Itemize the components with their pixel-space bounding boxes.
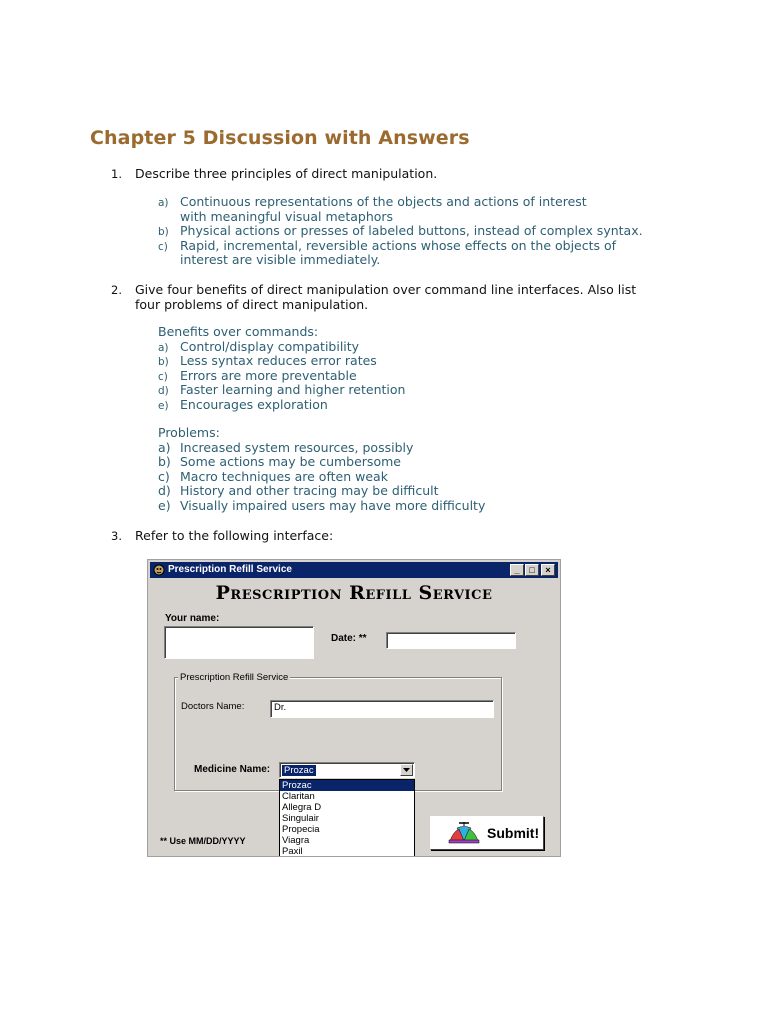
list-item-continuation <box>158 210 698 225</box>
item-letter: d) <box>158 385 169 397</box>
medicine-selected-value: Prozac <box>284 765 314 776</box>
item-letter: c) <box>158 468 170 484</box>
question-text: four problems of direct manipulation. <box>135 296 369 312</box>
date-input[interactable] <box>386 632 516 649</box>
item-letter: b) <box>158 356 169 368</box>
item-letter: e) <box>158 399 169 412</box>
item-letter: b) <box>158 226 169 238</box>
list-item <box>158 369 698 384</box>
medicine-option[interactable]: Singulair <box>282 813 319 824</box>
item-letter: c) <box>158 240 168 253</box>
answer-2-problems <box>158 426 698 513</box>
dialog-heading: Prescription Refill Service <box>215 582 493 604</box>
item-text: interest are visible immediately. <box>180 252 381 267</box>
maximize-button[interactable]: □ <box>525 564 539 576</box>
dialog-titlebar <box>150 562 558 578</box>
date-format-note: ** Use MM/DD/YYYY <box>160 836 246 846</box>
item-text: Macro techniques are often weak <box>180 468 388 484</box>
list-item <box>158 239 698 254</box>
your-name-label: Your name: <box>165 613 220 624</box>
item-letter: a) <box>158 197 169 209</box>
submit-label: Submit! <box>487 825 540 841</box>
groupbox-label: Prescription Refill Service <box>180 672 289 683</box>
medicine-option[interactable]: Claritan <box>282 791 315 802</box>
item-text: Rapid, incremental, reversible actions whose effects on the objects of <box>180 237 617 253</box>
item-text: Continuous representations of the objects and actions of interest <box>180 194 587 209</box>
close-button[interactable]: × <box>541 564 555 576</box>
minimize-button[interactable]: _ <box>510 564 524 576</box>
list-item <box>158 354 698 369</box>
list-item <box>158 484 698 499</box>
item-text: Less syntax reduces error rates <box>180 353 377 368</box>
item-text: Increased system resources, possibly <box>180 439 414 455</box>
item-text: Physical actions or presses of labeled buttons, instead of complex syntax. <box>180 223 643 238</box>
propeller-beanie-icon <box>447 822 481 851</box>
question-text: Give four benefits of direct manipulation over command line interfaces. Also list <box>135 282 637 297</box>
item-letter: a) <box>158 439 171 455</box>
item-text: Encourages exploration <box>180 396 328 412</box>
medicine-option[interactable]: Allegra D <box>282 802 322 813</box>
list-item <box>158 340 698 355</box>
medicine-option[interactable]: Paxil <box>282 846 303 857</box>
question-text: Refer to the following interface: <box>135 528 334 543</box>
question-number: 2. <box>111 283 122 297</box>
date-label: Date: ** <box>331 633 367 644</box>
item-text: Faster learning and higher retention <box>180 382 406 397</box>
problems-heading: Problems: <box>158 425 220 440</box>
submit-button[interactable] <box>430 816 544 850</box>
question-number: 1. <box>111 167 122 181</box>
medicine-name-label: Medicine Name: <box>194 764 271 775</box>
list-item <box>158 195 698 210</box>
item-text: Control/display compatibility <box>180 338 360 354</box>
question-number: 3. <box>111 529 122 543</box>
medicine-option[interactable]: Prozac <box>280 780 414 791</box>
answer-2-benefits <box>158 325 698 412</box>
item-letter: a) <box>158 341 169 354</box>
list-item <box>158 470 698 485</box>
medicine-option[interactable]: Viagra <box>282 835 310 846</box>
item-letter: d) <box>158 483 171 498</box>
dropdown-arrow-icon[interactable] <box>400 764 413 776</box>
item-letter: c) <box>158 370 168 383</box>
your-name-input[interactable] <box>164 626 314 659</box>
page-title: Chapter 5 Discussion with Answers <box>90 127 470 149</box>
doctors-name-label: Doctors Name: <box>181 701 245 712</box>
item-text: Errors are more preventable <box>180 367 357 383</box>
dialog-window-title: Prescription Refill Service <box>168 564 292 575</box>
item-text: with meaningful visual metaphors <box>180 208 394 224</box>
list-item <box>158 499 698 514</box>
prescription-refill-dialog <box>147 559 561 857</box>
medicine-option[interactable]: Propecia <box>282 824 320 835</box>
list-item <box>158 383 698 398</box>
list-item <box>158 398 698 413</box>
item-text: Visually impaired users may have more difficulty <box>180 497 486 513</box>
list-item <box>158 455 698 470</box>
medicine-select[interactable] <box>279 762 415 778</box>
item-text: History and other tracing may be difficult <box>180 483 439 498</box>
question-text: Describe three principles of direct manipulation. <box>135 166 438 181</box>
list-item-continuation <box>158 253 698 268</box>
answer-1-list <box>158 195 698 268</box>
item-text: Some actions may be cumbersome <box>180 454 401 469</box>
doctors-name-input[interactable]: Dr. <box>270 700 494 718</box>
list-item <box>158 441 698 456</box>
item-letter: e) <box>158 497 171 513</box>
benefits-heading: Benefits over commands: <box>158 324 319 339</box>
app-icon <box>153 564 165 576</box>
list-item <box>158 224 698 239</box>
item-letter: b) <box>158 454 171 469</box>
medicine-dropdown-list <box>279 779 415 857</box>
